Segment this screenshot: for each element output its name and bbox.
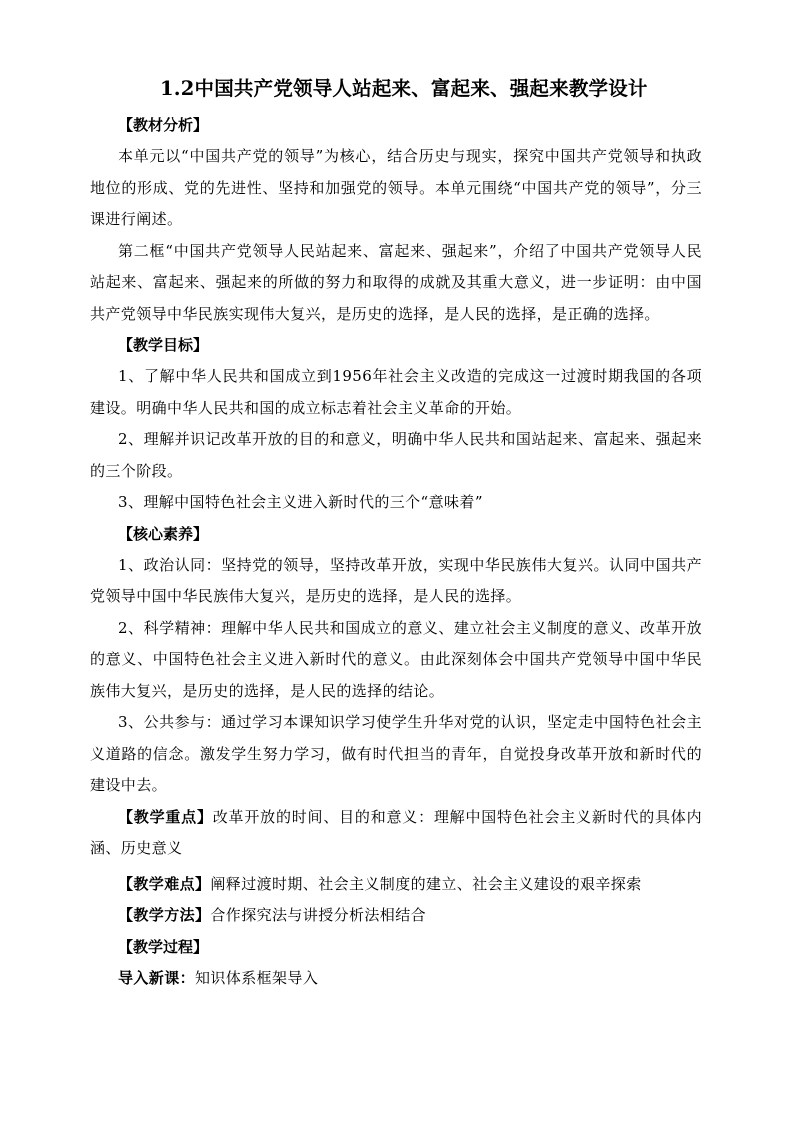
paragraph: 1、了解中华人民共和国成立到1956年社会主义改造的完成这一过渡时期我国的各项建设。明确中华人民共和国的成立标志着社会主义革命的开始。	[90, 367, 702, 417]
section-textbook-analysis	[90, 110, 702, 330]
intro-text: 知识体系框架导入	[195, 968, 319, 987]
key-points-label: 【教学重点】	[118, 807, 213, 826]
paragraph: 第二框“中国共产党领导人民站起来、富起来、强起来”，介绍了中国共产党领导人民站起来、富起来、强起来的所做的努力和取得的成就及其重大意义，进一步证明：由中国共产党领导中华民族实现伟大复兴，是历史的选择，是人民的选择，是正确的选择。	[90, 241, 702, 323]
document-title: 1.2中国共产党领导人站起来、富起来、强起来教学设计	[160, 77, 648, 100]
section-heading: 【教材分析】	[118, 116, 209, 134]
section-teaching-methods	[90, 900, 702, 932]
difficult-points-line	[90, 869, 702, 901]
paragraph: 3、理解中国特色社会主义进入新时代的三个“意味着”	[118, 493, 483, 511]
paragraph: 2、科学精神：理解中华人民共和国成立的意义、建立社会主义制度的意义、改革开放的意义、中国特色社会主义进入新时代的意义。由此深刻体会中国共产党领导中国中华民族伟大复兴，是历史的选择，是人民的选择的结论。	[90, 618, 702, 700]
key-points-text: 改革开放的时间、目的和意义：理解中国特色社会主义新时代的具体内涵、历史意义	[90, 807, 702, 857]
document-page	[90, 74, 702, 994]
key-points-line	[90, 802, 702, 865]
paragraph: 本单元以“中国共产党的领导”为核心，结合历史与现实，探究中国共产党领导和执政地位的形成、党的先进性、坚持和加强党的领导。本单元围绕“中国共产党的领导”，分三课进行阐述。	[90, 147, 702, 228]
paragraph: 2、理解并识记改革开放的目的和意义，明确中华人民共和国站起来、富起来、强起来的三个阶段。	[90, 430, 702, 480]
section-heading: 【核心素养】	[118, 524, 209, 543]
difficult-points-text: 阐释过渡时期、社会主义制度的建立、社会主义建设的艰辛探索	[210, 874, 642, 893]
section-teaching-goals	[90, 330, 702, 519]
teaching-methods-label: 【教学方法】	[118, 906, 211, 924]
difficult-points-label: 【教学难点】	[118, 874, 211, 893]
section-heading: 【教学目标】	[118, 336, 209, 354]
teaching-methods-text: 合作探究法与讲授分析法相结合	[210, 906, 427, 924]
teaching-methods-line	[90, 900, 702, 932]
section-difficult-points	[90, 869, 702, 901]
section-heading: 【教学过程】	[118, 937, 209, 956]
intro-label: 导入新课：	[118, 968, 196, 987]
intro-line	[90, 963, 702, 995]
section-core-literacy	[90, 519, 702, 802]
section-key-points	[90, 802, 702, 865]
section-teaching-process	[90, 932, 702, 995]
paragraph: 1、政治认同：坚持党的领导，坚持改革开放，实现中华民族伟大复兴。认同中国共产党领导中国中华民族伟大复兴，是历史的选择，是人民的选择。	[90, 555, 702, 605]
paragraph: 3、公共参与：通过学习本课知识学习使学生升华对党的认识，坚定走中国特色社会主义道路的信念。激发学生努力学习，做有时代担当的青年，自觉投身改革开放和新时代的建设中去。	[90, 713, 702, 794]
